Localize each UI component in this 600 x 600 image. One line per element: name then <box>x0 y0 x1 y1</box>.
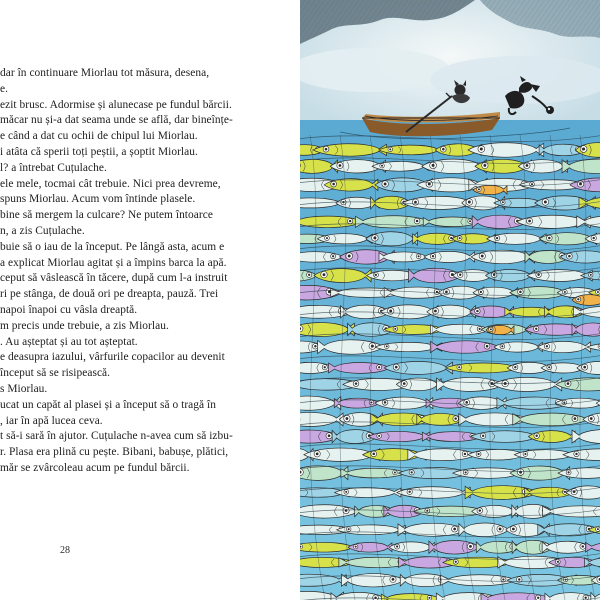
text-line: m precis unde trebuie, a zis Miorlau. <box>0 319 169 332</box>
text-line: ezit brusc. Adormise și alunecase pe fundul bărcii. <box>0 98 232 111</box>
text-line: r. Plasa era plină cu pește. Bibani, babușe, plătici, <box>0 446 229 459</box>
text-line: măr se zvârcoleau acum pe fundul bărcii. <box>0 462 190 474</box>
page-number: 28 <box>60 545 70 556</box>
text-line: buie să o iau de la început. Pe lângă asta, acum e <box>0 240 225 253</box>
text-line: ucat un capăt al plasei și a început să o tragă în <box>0 398 216 411</box>
text-line: început să se risipească. <box>0 367 111 380</box>
text-line: dar în continuare Miorlau tot măsura, desena, <box>0 67 210 79</box>
text-line: l? a întrebat Cuțulache. <box>0 161 107 174</box>
text-line: n, a zis Cuțulache. <box>0 225 85 237</box>
text-line: . Au așteptat și au tot așteptat. <box>0 335 138 348</box>
text-line: e deasupra iazului, vârfurile copacilor au devenit <box>0 351 225 364</box>
text-line: bine să mergem la culcare? Ne putem întoarce <box>0 209 213 222</box>
text-line: , iar în apă lucea ceva. <box>0 414 103 427</box>
text-line: napoi înapoi cu vâsla dreaptă. <box>0 304 138 316</box>
illustration-page <box>300 0 600 600</box>
text-line: s Miorlau. <box>0 383 48 395</box>
text-line: a explicat Miorlau agitat și a împins barca la apă. <box>0 256 227 269</box>
text-line: e. <box>0 82 9 95</box>
text-line: t să-i sară în ajutor. Cuțulache n-avea cum să izbu- <box>0 430 233 443</box>
text-line: ceput să vâslească în tăcere, după cum l-a instruit <box>0 272 228 285</box>
text-line: măcar nu și-a dat seama unde se află, dar bineînțe- <box>0 114 233 127</box>
text-line: e când a dat cu ochii de chipul lui Miorlau. <box>0 130 198 143</box>
fish-net-illustration <box>300 0 600 600</box>
text-line: spuns Miorlau. Acum vom întinde plasele. <box>0 193 196 206</box>
text-line: ele mele, tocmai cât trebuie. Nici prea devreme, <box>0 177 221 190</box>
text-line: i atâta că sperii toți peștii, a șoptit Miorlau. <box>0 146 198 158</box>
text-line: ri pe stânga, de două ori pe dreapta, pauză. Trei <box>0 288 219 301</box>
